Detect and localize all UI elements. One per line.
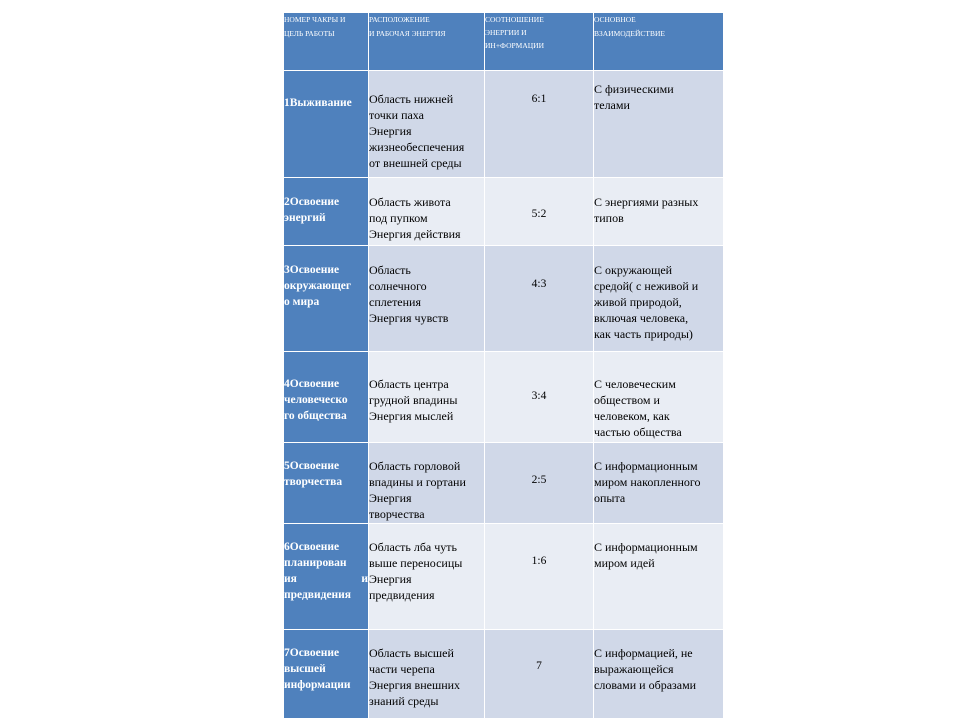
chakra-name: 2Освоение <box>284 196 340 208</box>
ratio-cell <box>485 524 594 630</box>
header-text: ЭНЕРГИИ И <box>485 28 527 37</box>
location-text: Энергия внешних <box>369 678 461 692</box>
chakra-name: творчества <box>284 476 343 488</box>
chakra-name: 4Освоение <box>284 378 340 390</box>
table-row <box>284 443 724 524</box>
location-text: Энергия мыслей <box>369 409 454 423</box>
interaction-text: типов <box>594 211 624 225</box>
location-text: предвидения <box>369 588 435 602</box>
header-text: ВЗАИМОДЕЙСТВИЕ <box>594 29 666 38</box>
location-text: Область лба чуть <box>369 540 458 554</box>
ratio-cell <box>485 352 594 443</box>
location-cell <box>369 71 485 178</box>
location-text: солнечного <box>369 279 427 293</box>
header-location-energy <box>369 13 485 71</box>
location-text: знаний среды <box>369 694 439 708</box>
chakra-name: информации <box>284 679 351 691</box>
interaction-cell <box>594 352 724 443</box>
chakra-name-cell <box>284 246 369 352</box>
location-text: творчества <box>369 507 425 521</box>
header-text: НОМЕР ЧАКРЫ И <box>284 15 346 24</box>
interaction-text: С информационным <box>594 459 698 473</box>
location-text: Энергия действия <box>369 227 461 241</box>
header-text: И РАБОЧАЯ ЭНЕРГИЯ <box>369 29 446 38</box>
interaction-text: миром накопленного <box>594 475 701 489</box>
location-text: от внешней среды <box>369 156 462 170</box>
header-text: ЦЕЛЬ РАБОТЫ <box>284 29 335 38</box>
location-text: Область высшей <box>369 646 454 660</box>
location-text: впадины и гортани <box>369 475 466 489</box>
interaction-text: С человеческим <box>594 377 676 391</box>
chakra-name: 3Освоение <box>284 264 340 276</box>
chakra-name-cell <box>284 630 369 719</box>
location-text: грудной впадины <box>369 393 458 407</box>
location-text: Область горловой <box>369 459 461 473</box>
chakra-name: го общества <box>284 410 347 422</box>
ratio-cell <box>485 178 594 246</box>
location-text: Энергия <box>369 572 412 586</box>
chakra-name: человеческо <box>284 394 348 406</box>
header-ratio <box>485 13 594 71</box>
chakra-table <box>283 12 724 719</box>
location-cell <box>369 246 485 352</box>
ratio-value: 1:6 <box>531 555 547 567</box>
interaction-text: опыта <box>594 491 626 505</box>
ratio-value: 6:1 <box>531 93 547 105</box>
location-text: точки паха <box>369 108 424 122</box>
header-text: СООТНОШЕНИЕ <box>485 15 544 24</box>
chakra-name-cell <box>284 524 369 630</box>
interaction-cell <box>594 246 724 352</box>
chakra-name: планирован <box>284 557 347 569</box>
interaction-cell <box>594 524 724 630</box>
ratio-value: 2:5 <box>531 474 547 486</box>
header-text: ОСНОВНОЕ <box>594 15 636 24</box>
ratio-cell <box>485 71 594 178</box>
ratio-cell <box>485 443 594 524</box>
location-text: под пупком <box>369 211 428 225</box>
header-chakra-goal <box>284 13 369 71</box>
interaction-cell <box>594 443 724 524</box>
chakra-name-cell <box>284 352 369 443</box>
chakra-name: предвидения <box>284 589 352 601</box>
ratio-value: 4:3 <box>531 278 547 290</box>
location-text: Область нижней <box>369 92 454 106</box>
interaction-text: телами <box>594 98 630 112</box>
chakra-name: 6Освоение <box>284 541 340 553</box>
ratio-cell <box>485 630 594 719</box>
interaction-text: словами и образами <box>594 678 697 692</box>
chakra-name: ия и <box>284 573 368 585</box>
interaction-cell <box>594 178 724 246</box>
interaction-text: частью общества <box>594 425 682 439</box>
chakra-name: окружающег <box>284 280 352 292</box>
location-text: Область <box>369 263 411 277</box>
location-cell <box>369 630 485 719</box>
location-cell <box>369 352 485 443</box>
table-row <box>284 352 724 443</box>
location-cell <box>369 524 485 630</box>
chakra-name-cell <box>284 178 369 246</box>
location-text: Энергия чувств <box>369 311 449 325</box>
interaction-text: обществом и <box>594 393 660 407</box>
header-row <box>284 13 724 71</box>
header-interaction <box>594 13 724 71</box>
header-text: ИН+ФОРМАЦИИ <box>485 41 545 50</box>
table-row <box>284 71 724 178</box>
location-cell <box>369 443 485 524</box>
chakra-name: 5Освоение <box>284 460 340 472</box>
location-text: выше переносицы <box>369 556 463 570</box>
chakra-name: о мира <box>284 296 320 308</box>
interaction-text: средой( с неживой и <box>594 279 699 293</box>
table-row <box>284 246 724 352</box>
header-text: РАСПОЛОЖЕНИЕ <box>369 15 430 24</box>
table-row <box>284 630 724 719</box>
table-row <box>284 178 724 246</box>
location-text: жизнеобеспечения <box>369 140 465 154</box>
chakra-name: 7Освоение <box>284 647 340 659</box>
location-text: Энергия <box>369 491 412 505</box>
location-text: сплетения <box>369 295 421 309</box>
ratio-value: 7 <box>536 660 542 672</box>
interaction-text: человеком, как <box>594 409 670 423</box>
table-row <box>284 524 724 630</box>
interaction-cell <box>594 71 724 178</box>
chakra-name: энергий <box>284 212 326 224</box>
interaction-text: выражающейся <box>594 662 674 676</box>
ratio-cell <box>485 246 594 352</box>
chakra-name: высшей <box>284 663 326 675</box>
chakra-name: 1Выживание <box>284 97 352 109</box>
interaction-text: С окружающей <box>594 263 673 277</box>
interaction-text: С энергиями разных <box>594 195 699 209</box>
interaction-text: С физическими <box>594 82 674 96</box>
chakra-name-cell <box>284 71 369 178</box>
chakra-name-cell <box>284 443 369 524</box>
location-text: Область центра <box>369 377 449 391</box>
location-text: Область живота <box>369 195 451 209</box>
location-cell <box>369 178 485 246</box>
interaction-text: живой природой, <box>594 295 682 309</box>
location-text: части черепа <box>369 662 435 676</box>
interaction-text: С информацией, не <box>594 646 693 660</box>
interaction-cell <box>594 630 724 719</box>
interaction-text: как часть природы) <box>594 327 693 341</box>
ratio-value: 5:2 <box>531 208 547 220</box>
interaction-text: включая человека, <box>594 311 689 325</box>
interaction-text: С информационным <box>594 540 698 554</box>
interaction-text: миром идей <box>594 556 655 570</box>
ratio-value: 3:4 <box>531 390 547 402</box>
location-text: Энергия <box>369 124 412 138</box>
